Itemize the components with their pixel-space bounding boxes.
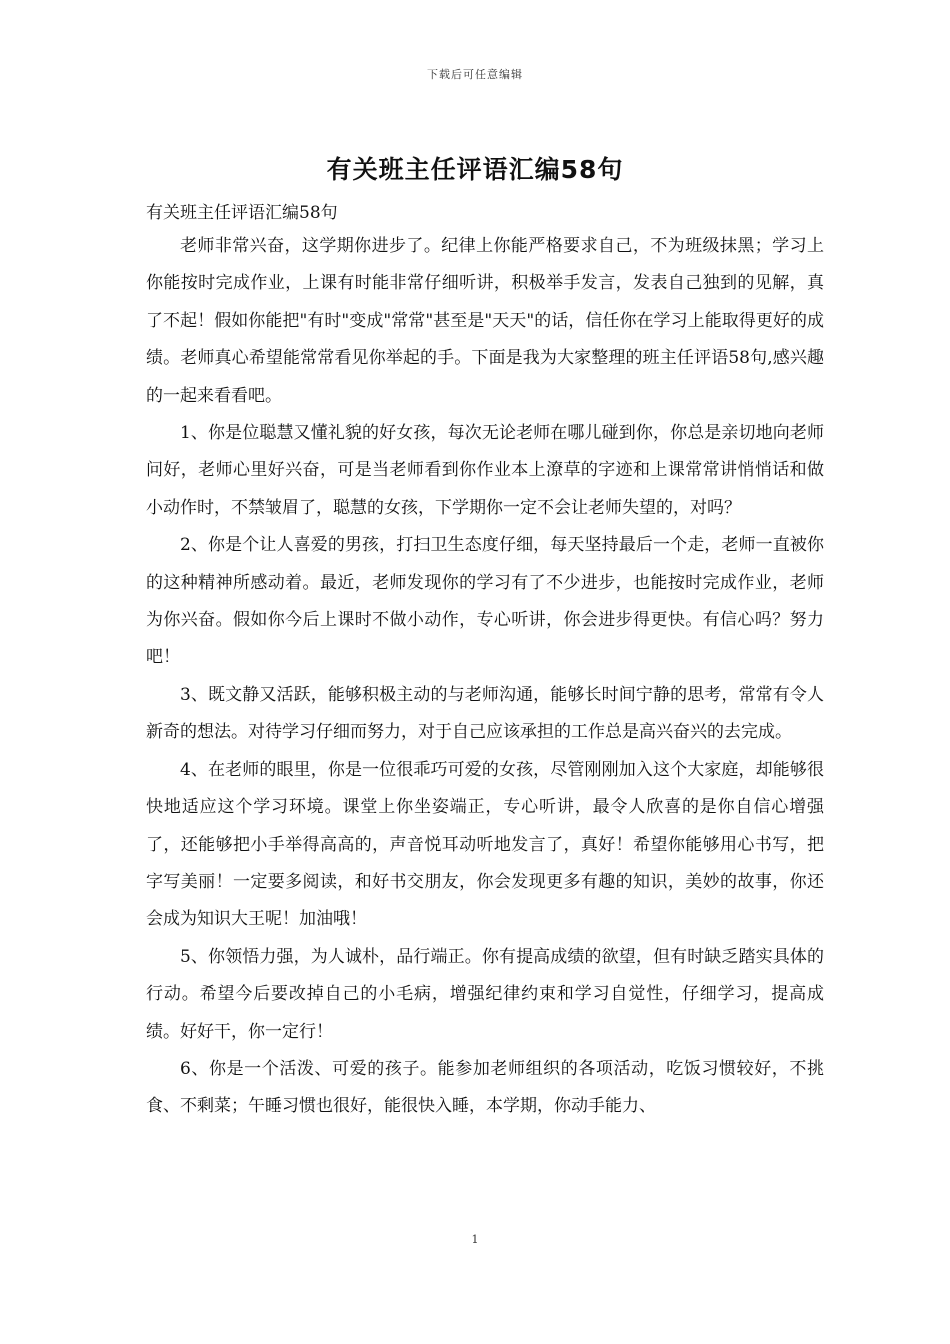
page-number: 1 <box>471 1233 479 1246</box>
paragraph-comment-3: 3、既文静又活跃，能够积极主动的与老师沟通，能够长时间宁静的思考，常常有令人新奇的想法。对待学习仔细而努力，对于自己应该承担的工作总是高兴奋兴的去完成。 <box>146 684 824 743</box>
paragraph-comment-6: 6、你是一个活泼、可爱的孩子。能参加老师组织的各项活动，吃饭习惯较好，不挑食、不剩菜；午睡习惯也很好，能很快入睡，本学期，你动手能力、 <box>146 1058 824 1117</box>
paragraph-comment-4: 4、在老师的眼里，你是一位很乖巧可爱的女孩，尽管刚刚加入这个大家庭，却能够很快地适应这个学习环境。课堂上你坐姿端正，专心听讲，最令人欣喜的是你自信心增强了，还能够把小手举得高高的，声音悦耳动听地发言了，真好！希望你能够用心书写，把字写美丽！一定要多阅读，和好书交朋友，你会发现更多有趣的知识，美妙的故事，你还会成为知识大王呢！加油哦！ <box>146 759 824 930</box>
page-header: 下载后可任意编辑 <box>427 68 523 81</box>
paragraph-comment-1: 1、你是位聪慧又懂礼貌的好女孩，每次无论老师在哪儿碰到你，你总是亲切地向老师问好，老师心里好兴奋，可是当老师看到你作业本上潦草的字迹和上课常常讲悄悄话和做小动作时，不禁皱眉了，聪慧的女孩，下学期你一定不会让老师失望的，对吗？ <box>146 423 824 518</box>
paragraph-comment-5: 5、你领悟力强，为人诚朴，品行端正。你有提高成绩的欲望，但有时缺乏踏实具体的行动。希望今后要改掉自己的小毛病，增强纪律约束和学习自觉性，仔细学习，提高成绩。好好干，你一定行！ <box>146 946 824 1042</box>
document-body <box>146 198 824 1126</box>
document-title: 有关班主任评语汇编58句 <box>326 155 624 184</box>
paragraph-intro: 老师非常兴奋，这学期你进步了。纪律上你能严格要求自己，不为班级抹黑；学习上你能按时完成作业，上课有时能非常仔细听讲，积极举手发言，发表自己独到的见解，真了不起！假如你能把"有时"变成"常常"甚至是"天天"的话，信任你在学习上能取得更好的成绩。老师真心希望能常常看见你举起的手。下面是我为大家整理的班主任评语58句,感兴趣的一起来看看吧。 <box>146 236 824 406</box>
paragraph-comment-2: 2、你是个让人喜爱的男孩，打扫卫生态度仔细，每天坚持最后一个走，老师一直被你的这种精神所感动着。最近，老师发现你的学习有了不少进步，也能按时完成作业，老师为你兴奋。假如你今后上课时不做小动作，专心听讲，你会进步得更快。有信心吗？努力吧！ <box>146 535 824 668</box>
document-subtitle: 有关班主任评语汇编58句 <box>146 203 338 223</box>
